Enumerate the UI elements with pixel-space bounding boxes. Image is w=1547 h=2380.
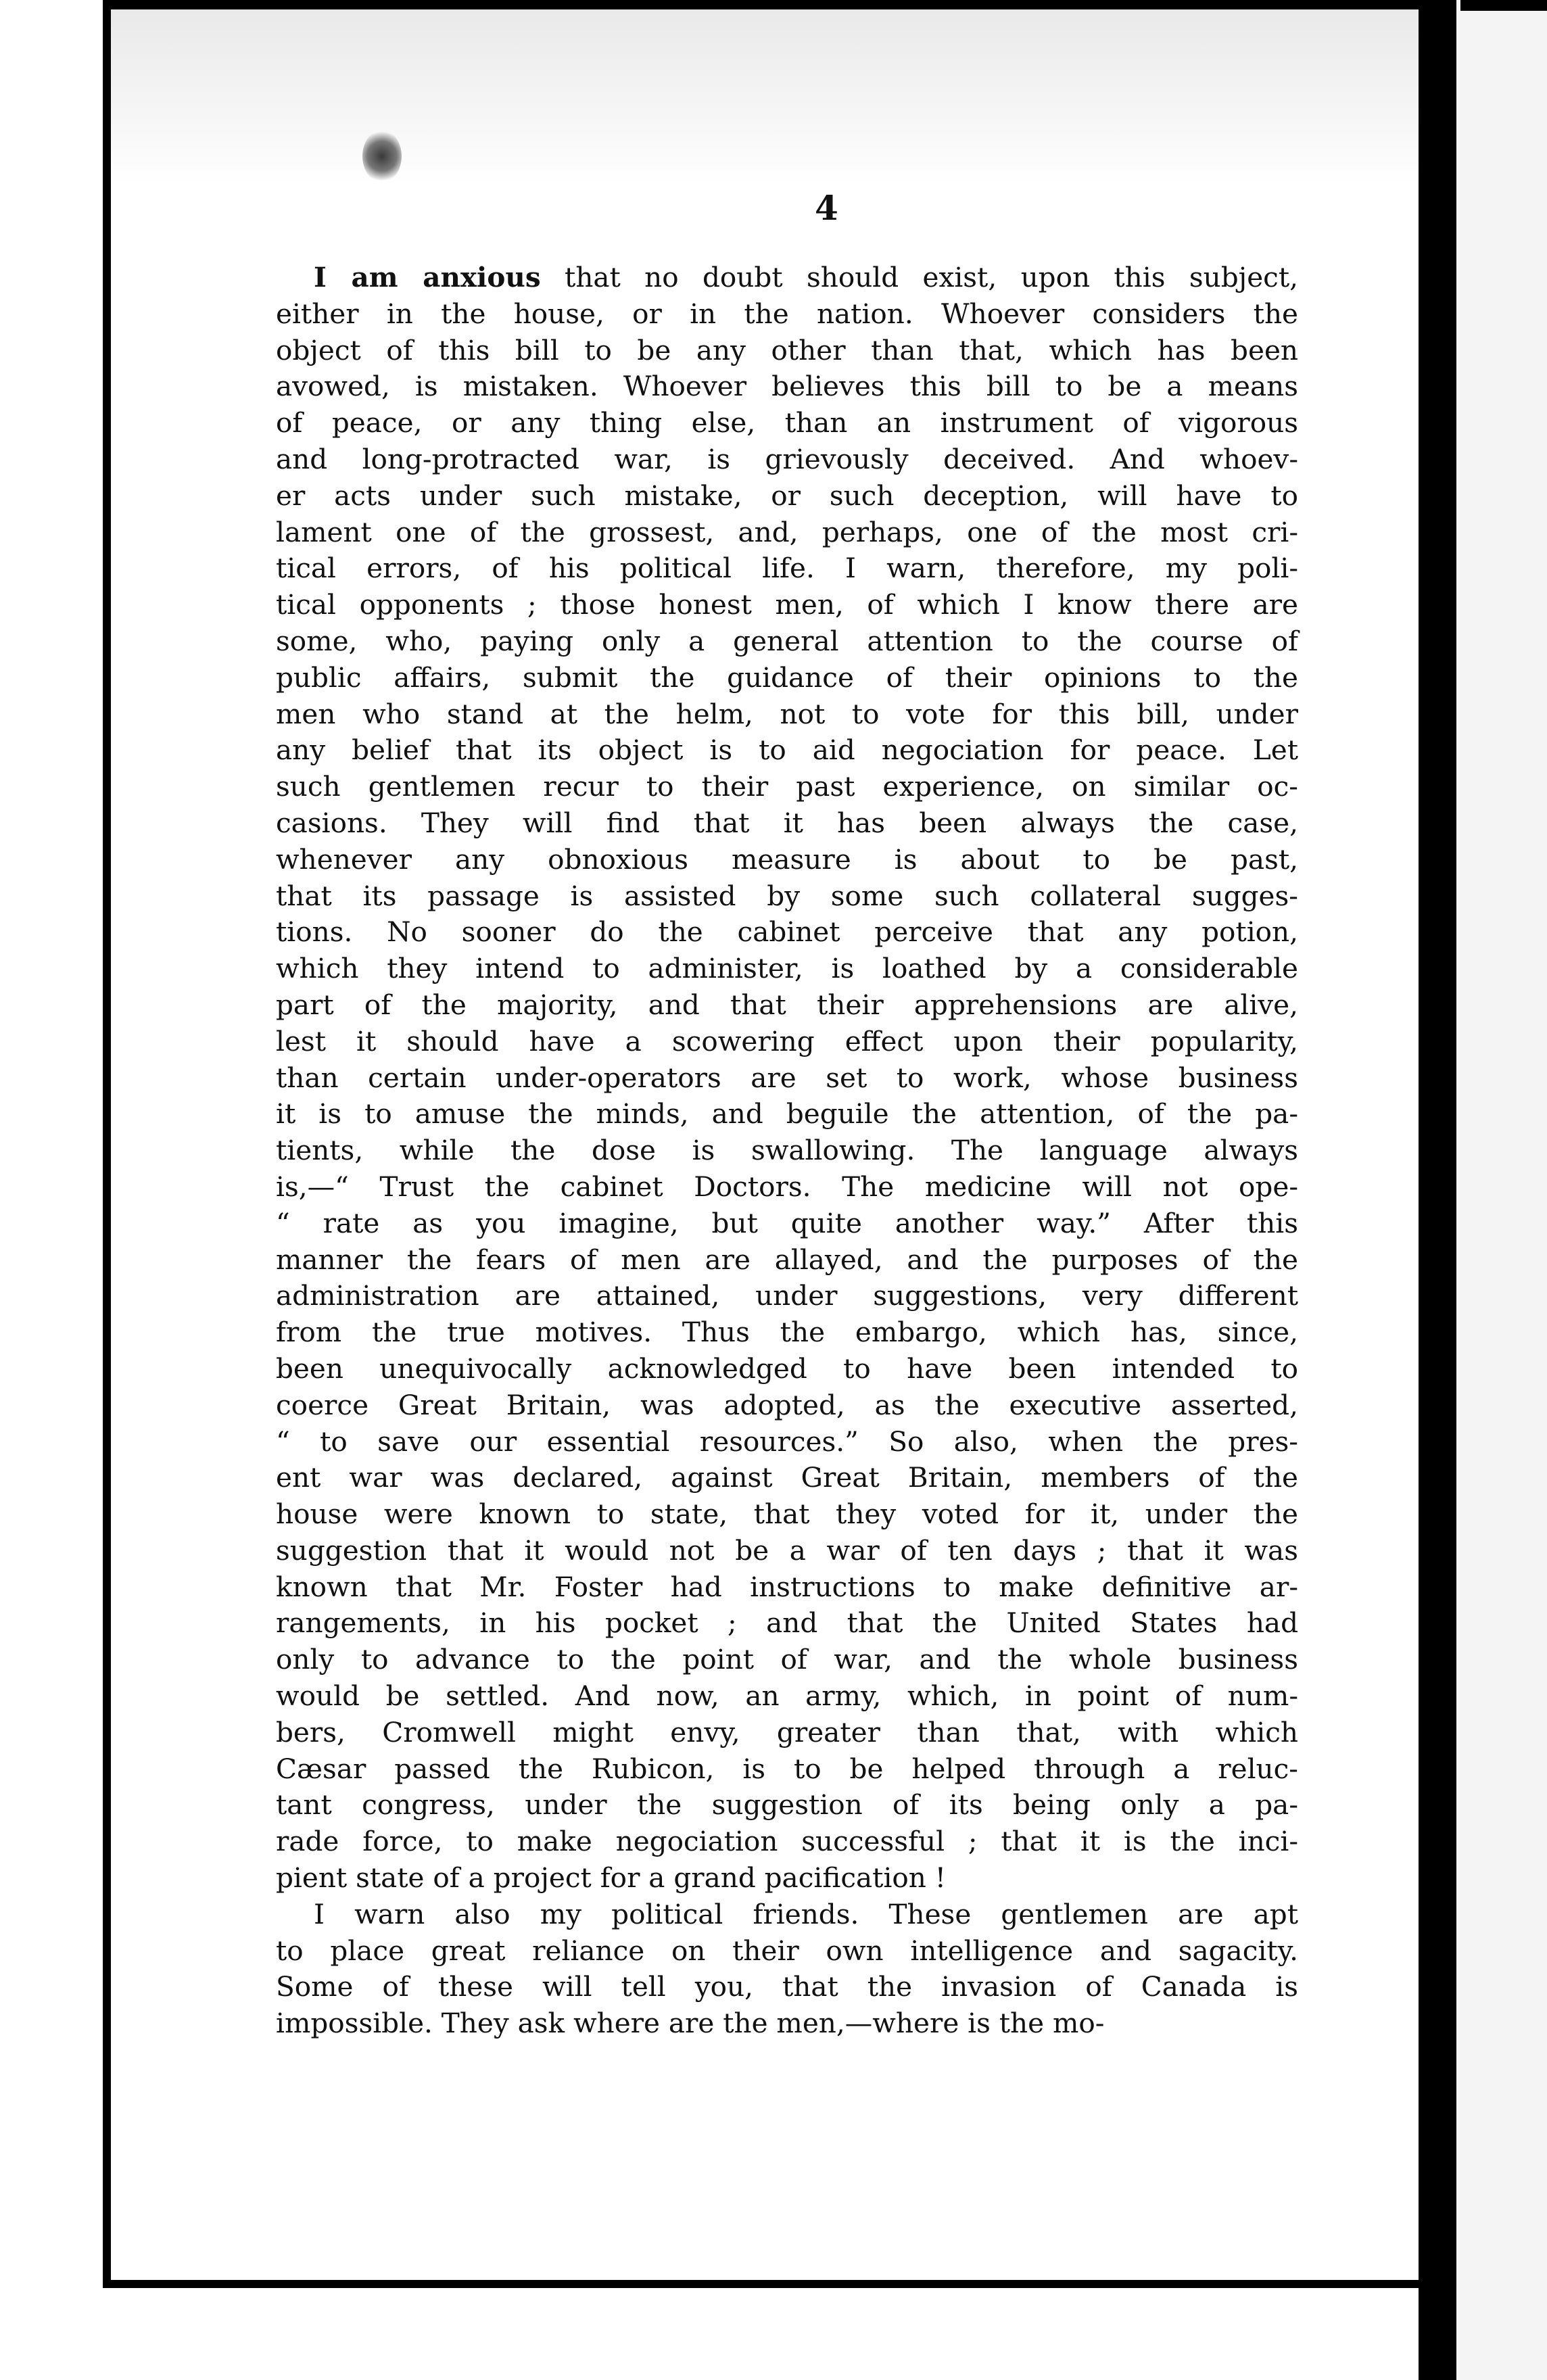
- text-line: “ rate as you imagine, but quite another way.” After this: [276, 1206, 1298, 1239]
- text-line: some, who, paying only a general attention to the course of: [276, 624, 1298, 657]
- text-line: is,—“ Trust the cabinet Doctors. The medicine will not ope-: [276, 1170, 1298, 1203]
- text-line: I warn also my political friends. These gentlemen are apt: [314, 1897, 1298, 1930]
- text-line: [276, 260, 1298, 296]
- text-line: tients, while the dose is swallowing. The language always: [276, 1134, 1298, 1167]
- text-line: men who stand at the helm, not to vote for this bill, under: [276, 697, 1298, 730]
- text-line: pient state of a project for a grand pacification !: [276, 1861, 947, 1895]
- facing-page-edge: [1456, 0, 1547, 2380]
- paragraph: [276, 1897, 1298, 2042]
- text-line: which they intend to administer, is loathed by a considerable: [276, 952, 1298, 985]
- scan-frame-left: [103, 0, 111, 2285]
- body-text: [276, 260, 1298, 2042]
- text-line: part of the majority, and that their apprehensions are alive,: [276, 988, 1298, 1021]
- facing-page-frame: [1460, 0, 1547, 11]
- text-line: such gentlemen recur to their past experience, on similar oc-: [276, 770, 1298, 803]
- text-line: ent war was declared, against Great Britain, members of the: [276, 1461, 1298, 1494]
- ink-smudge: [362, 130, 402, 183]
- text-line: been unequivocally acknowledged to have been intended to: [276, 1352, 1298, 1385]
- page-number: 4: [815, 188, 838, 228]
- text-line: bers, Cromwell might envy, greater than that, with which: [276, 1715, 1298, 1748]
- text-line: administration are attained, under suggestions, very different: [276, 1279, 1298, 1312]
- text-line: tical opponents ; those honest men, of which I know there are: [276, 588, 1298, 621]
- line-text: that no doubt should exist, upon this subject,: [540, 261, 1298, 293]
- text-line: avowed, is mistaken. Whoever believes this bill to be a means: [276, 370, 1298, 403]
- text-line: Some of these will tell you, that the invasion of Canada is: [276, 1970, 1298, 2003]
- text-line: object of this bill to be any other than that, which has been: [276, 333, 1298, 366]
- text-line: “ to save our essential resources.” So also, when the pres-: [276, 1425, 1298, 1458]
- text-line: manner the fears of men are allayed, and the purposes of the: [276, 1243, 1298, 1276]
- text-line: impossible. They ask where are the men,—where is the mo-: [276, 2007, 1105, 2040]
- paragraph: [276, 260, 1298, 1897]
- text-line: only to advance to the point of war, and the whole business: [276, 1643, 1298, 1676]
- text-line: Cæsar passed the Rubicon, is to be helped through a reluc-: [276, 1752, 1298, 1785]
- text-line: suggestion that it would not be a war of ten days ; that it was: [276, 1533, 1298, 1567]
- text-line: tions. No sooner do the cabinet perceive that any potion,: [276, 915, 1298, 949]
- text-line: of peace, or any thing else, than an instrument of vigorous: [276, 406, 1298, 439]
- text-line: public affairs, submit the guidance of their opinions to the: [276, 661, 1298, 694]
- scan-frame-top: [108, 0, 1494, 9]
- text-line: would be settled. And now, an army, which, in point of num-: [276, 1680, 1298, 1713]
- text-line: any belief that its object is to aid negociation for peace. Let: [276, 734, 1298, 767]
- text-line: rangements, in his pocket ; and that the United States had: [276, 1606, 1298, 1640]
- text-line: rade force, to make negociation successful ; that it is the inci-: [276, 1825, 1298, 1858]
- text-line: tant congress, under the suggestion of its being only a pa-: [276, 1788, 1298, 1822]
- text-line: known that Mr. Foster had instructions to make definitive ar-: [276, 1570, 1298, 1603]
- text-line: lest it should have a scowering effect upon their popularity,: [276, 1024, 1298, 1057]
- text-line: house were known to state, that they voted for it, under the: [276, 1498, 1298, 1531]
- text-line: whenever any obnoxious measure is about to be past,: [276, 842, 1298, 876]
- text-line: to place great reliance on their own intelligence and sagacity.: [276, 1934, 1298, 1967]
- text-line: that its passage is assisted by some such collateral sugges-: [276, 879, 1298, 912]
- text-line: tical errors, of his political life. I warn, therefore, my poli-: [276, 552, 1298, 585]
- scan-frame-bottom: [103, 2280, 1496, 2288]
- text-line: lament one of the grossest, and, perhaps, one of the most cri-: [276, 515, 1298, 548]
- text-line: from the true motives. Thus the embargo, which has, since,: [276, 1316, 1298, 1349]
- text-line: casions. They will find that it has been always the case,: [276, 806, 1298, 839]
- book-gutter: [1419, 0, 1456, 2380]
- text-line: it is to amuse the minds, and beguile the attention, of the pa-: [276, 1097, 1298, 1130]
- paragraph-lead: I am anxious: [314, 261, 541, 293]
- text-line: coerce Great Britain, was adopted, as the executive asserted,: [276, 1388, 1298, 1421]
- text-line: er acts under such mistake, or such deception, will have to: [276, 479, 1298, 512]
- text-line: either in the house, or in the nation. Whoever considers the: [276, 297, 1298, 330]
- text-line: than certain under-operators are set to work, whose business: [276, 1061, 1298, 1094]
- text-line: and long-protracted war, is grievously deceived. And whoev-: [276, 442, 1298, 475]
